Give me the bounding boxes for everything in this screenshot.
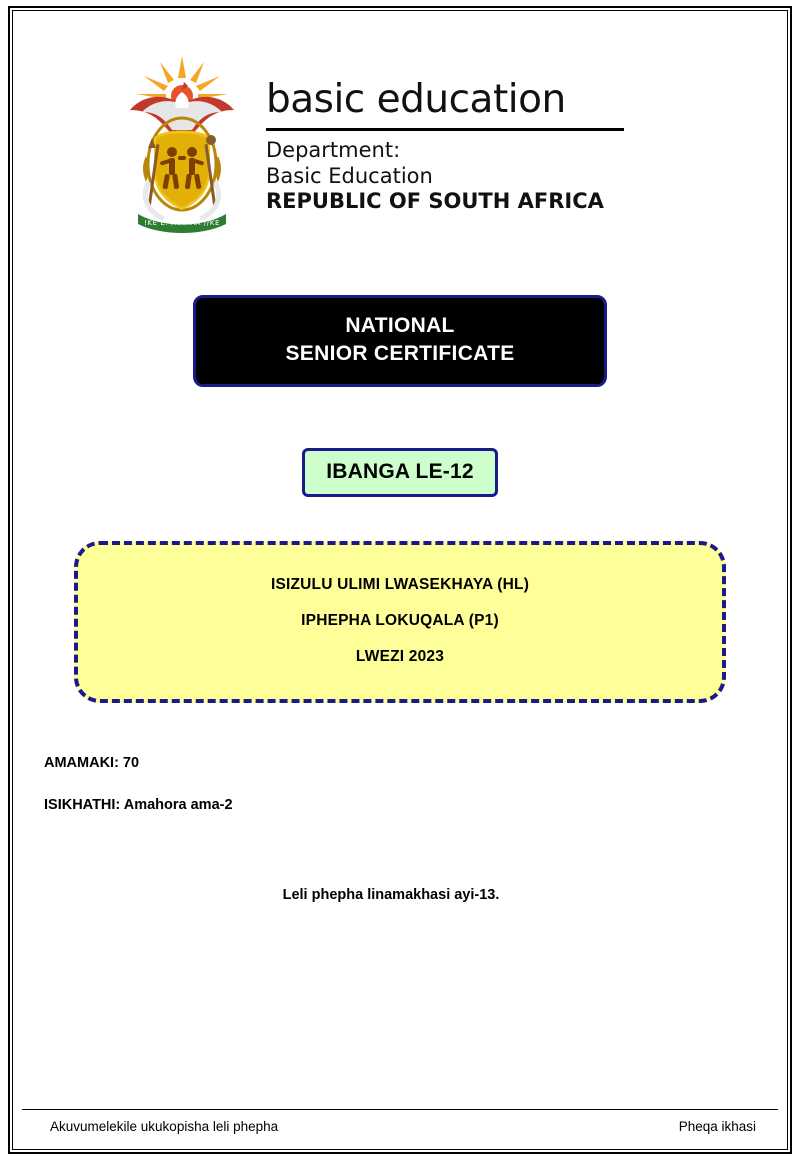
subject-line-3: LWEZI 2023 [355, 648, 445, 666]
subject-line-2: IPHEPHA LOKUQALA (P1) [301, 612, 499, 630]
south-africa-coat-of-arms-icon [122, 52, 242, 237]
brand-rule [266, 128, 624, 131]
certificate-line-1: NATIONAL [345, 314, 455, 337]
page-count-note: Leli phepha linamakhasi ayi-13. [282, 887, 500, 904]
footer-copyright-note: Akuvumelekile ukukopisha leli phepha [50, 1119, 279, 1134]
time-value: ISIKHATHI: Amahora ama-2 [44, 797, 233, 814]
grade-label: IBANGA LE-12 [326, 460, 474, 484]
subject-line-1: ISIZULU ULIMI LWASEKHAYA (HL) [270, 576, 530, 594]
certificate-line-2: SENIOR CERTIFICATE [285, 342, 515, 366]
department-line-2: Basic Education [266, 163, 433, 188]
footer-turn-over-note: Pheqa ikhasi [678, 1119, 756, 1134]
page-content [22, 20, 778, 1140]
department-wordmark [266, 52, 624, 215]
republic-line: REPUBLIC OF SOUTH AFRICA [266, 189, 604, 214]
brand-title: basic education [266, 77, 566, 122]
document-header [22, 20, 778, 237]
department-line-1: Department: [266, 138, 401, 162]
exam-info-block [22, 755, 778, 813]
certificate-title-box [193, 295, 607, 387]
grade-box [302, 448, 498, 497]
marks-value: AMAMAKI: 70 [44, 755, 140, 772]
svg-text:!KE E: /XARRA //KE: !KE E: /XARRA //KE [144, 219, 220, 227]
page-footer [22, 1109, 778, 1134]
subject-box [74, 541, 726, 703]
